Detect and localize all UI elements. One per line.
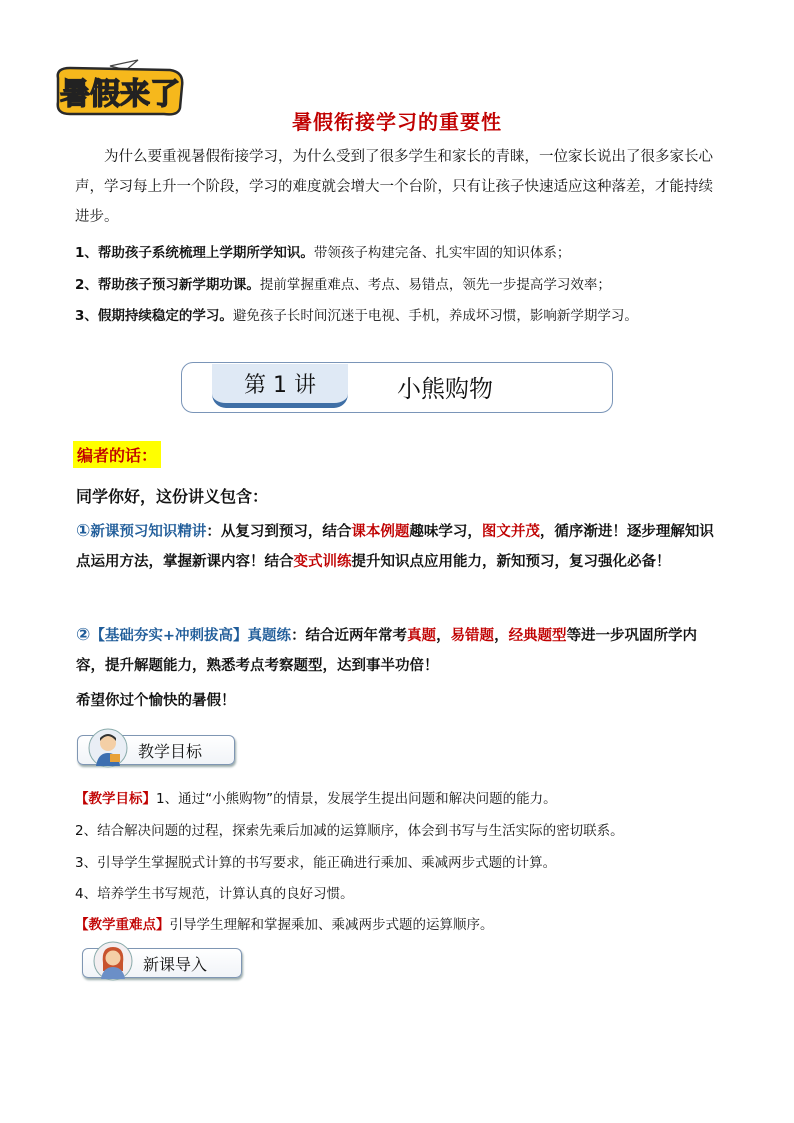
goal-line: 【教学目标】1、通过“小熊购物”的情景，发展学生提出问题和解决问题的能力。 — [75, 791, 557, 807]
goal-line: 2、结合解决问题的过程，探索先乘后加减的运算顺序，体会到书写与生活实际的密切联系。 — [75, 823, 624, 839]
benefit-item: 1、帮助孩子系统梳理上学期所学知识。带领孩子构建完备、扎实牢固的知识体系； — [75, 245, 571, 261]
intro-paragraph: 为什么要重视暑假衔接学习，为什么受到了很多学生和家长的青睐，一位家长说出了很多家长心声，学习每上升一个阶段，学习的难度就会增大一个台阶，只有让孩子快速适应这种落差，才能持续进步。 — [75, 149, 713, 225]
goal-line: 4、培养学生书写规范，计算认真的良好习惯。 — [75, 886, 354, 902]
logo-text: 暑假来了 — [60, 77, 180, 112]
lecture-number: 第 1 讲 — [212, 364, 348, 408]
editor-note-label: 编者的话： — [73, 441, 161, 468]
lecture-title: 小熊购物 — [397, 375, 493, 403]
page-title: 暑假衔接学习的重要性 — [292, 110, 502, 134]
greeting: 同学你好，这份讲义包含： — [76, 487, 269, 506]
wish-text: 希望你过个愉快的暑假！ — [76, 693, 236, 709]
student-avatar-icon — [93, 941, 133, 981]
teacher-avatar-icon — [88, 728, 128, 768]
contents-item-2: ②【基础夯实+冲刺拔高】真题练：结合近两年常考真题，易错题，经典题型等进一步巩固所学内容，提升解题能力，熟悉考点考察题型，达到事半功倍！ — [76, 625, 698, 674]
goal-line: 3、引导学生掌握脱式计算的书写要求，能正确进行乘加、乘减两步式题的计算。 — [75, 855, 557, 871]
section-new-lesson-header: 新课导入 — [82, 948, 242, 978]
benefit-item: 3、假期持续稳定的学习。避免孩子长时间沉迷于电视、手机，养成坏习惯，影响新学期学习。 — [75, 308, 638, 324]
lecture-banner — [181, 362, 613, 413]
section-goals-header: 教学目标 — [77, 735, 235, 765]
key-point-line: 【教学重难点】引导学生理解和掌握乘加、乘减两步式题的运算顺序。 — [75, 917, 494, 933]
contents-item-1: ①新课预习知识精讲：从复习到预习，结合课本例题趣味学习，图文并茂，循序渐进！逐步理解知识点运用方法，掌握新课内容！结合变式训练提升知识点应用能力，新知预习，复习强化必备！ — [76, 521, 714, 570]
benefit-item: 2、帮助孩子预习新学期功课。提前掌握重难点、考点、易错点，领先一步提高学习效率； — [75, 277, 611, 293]
